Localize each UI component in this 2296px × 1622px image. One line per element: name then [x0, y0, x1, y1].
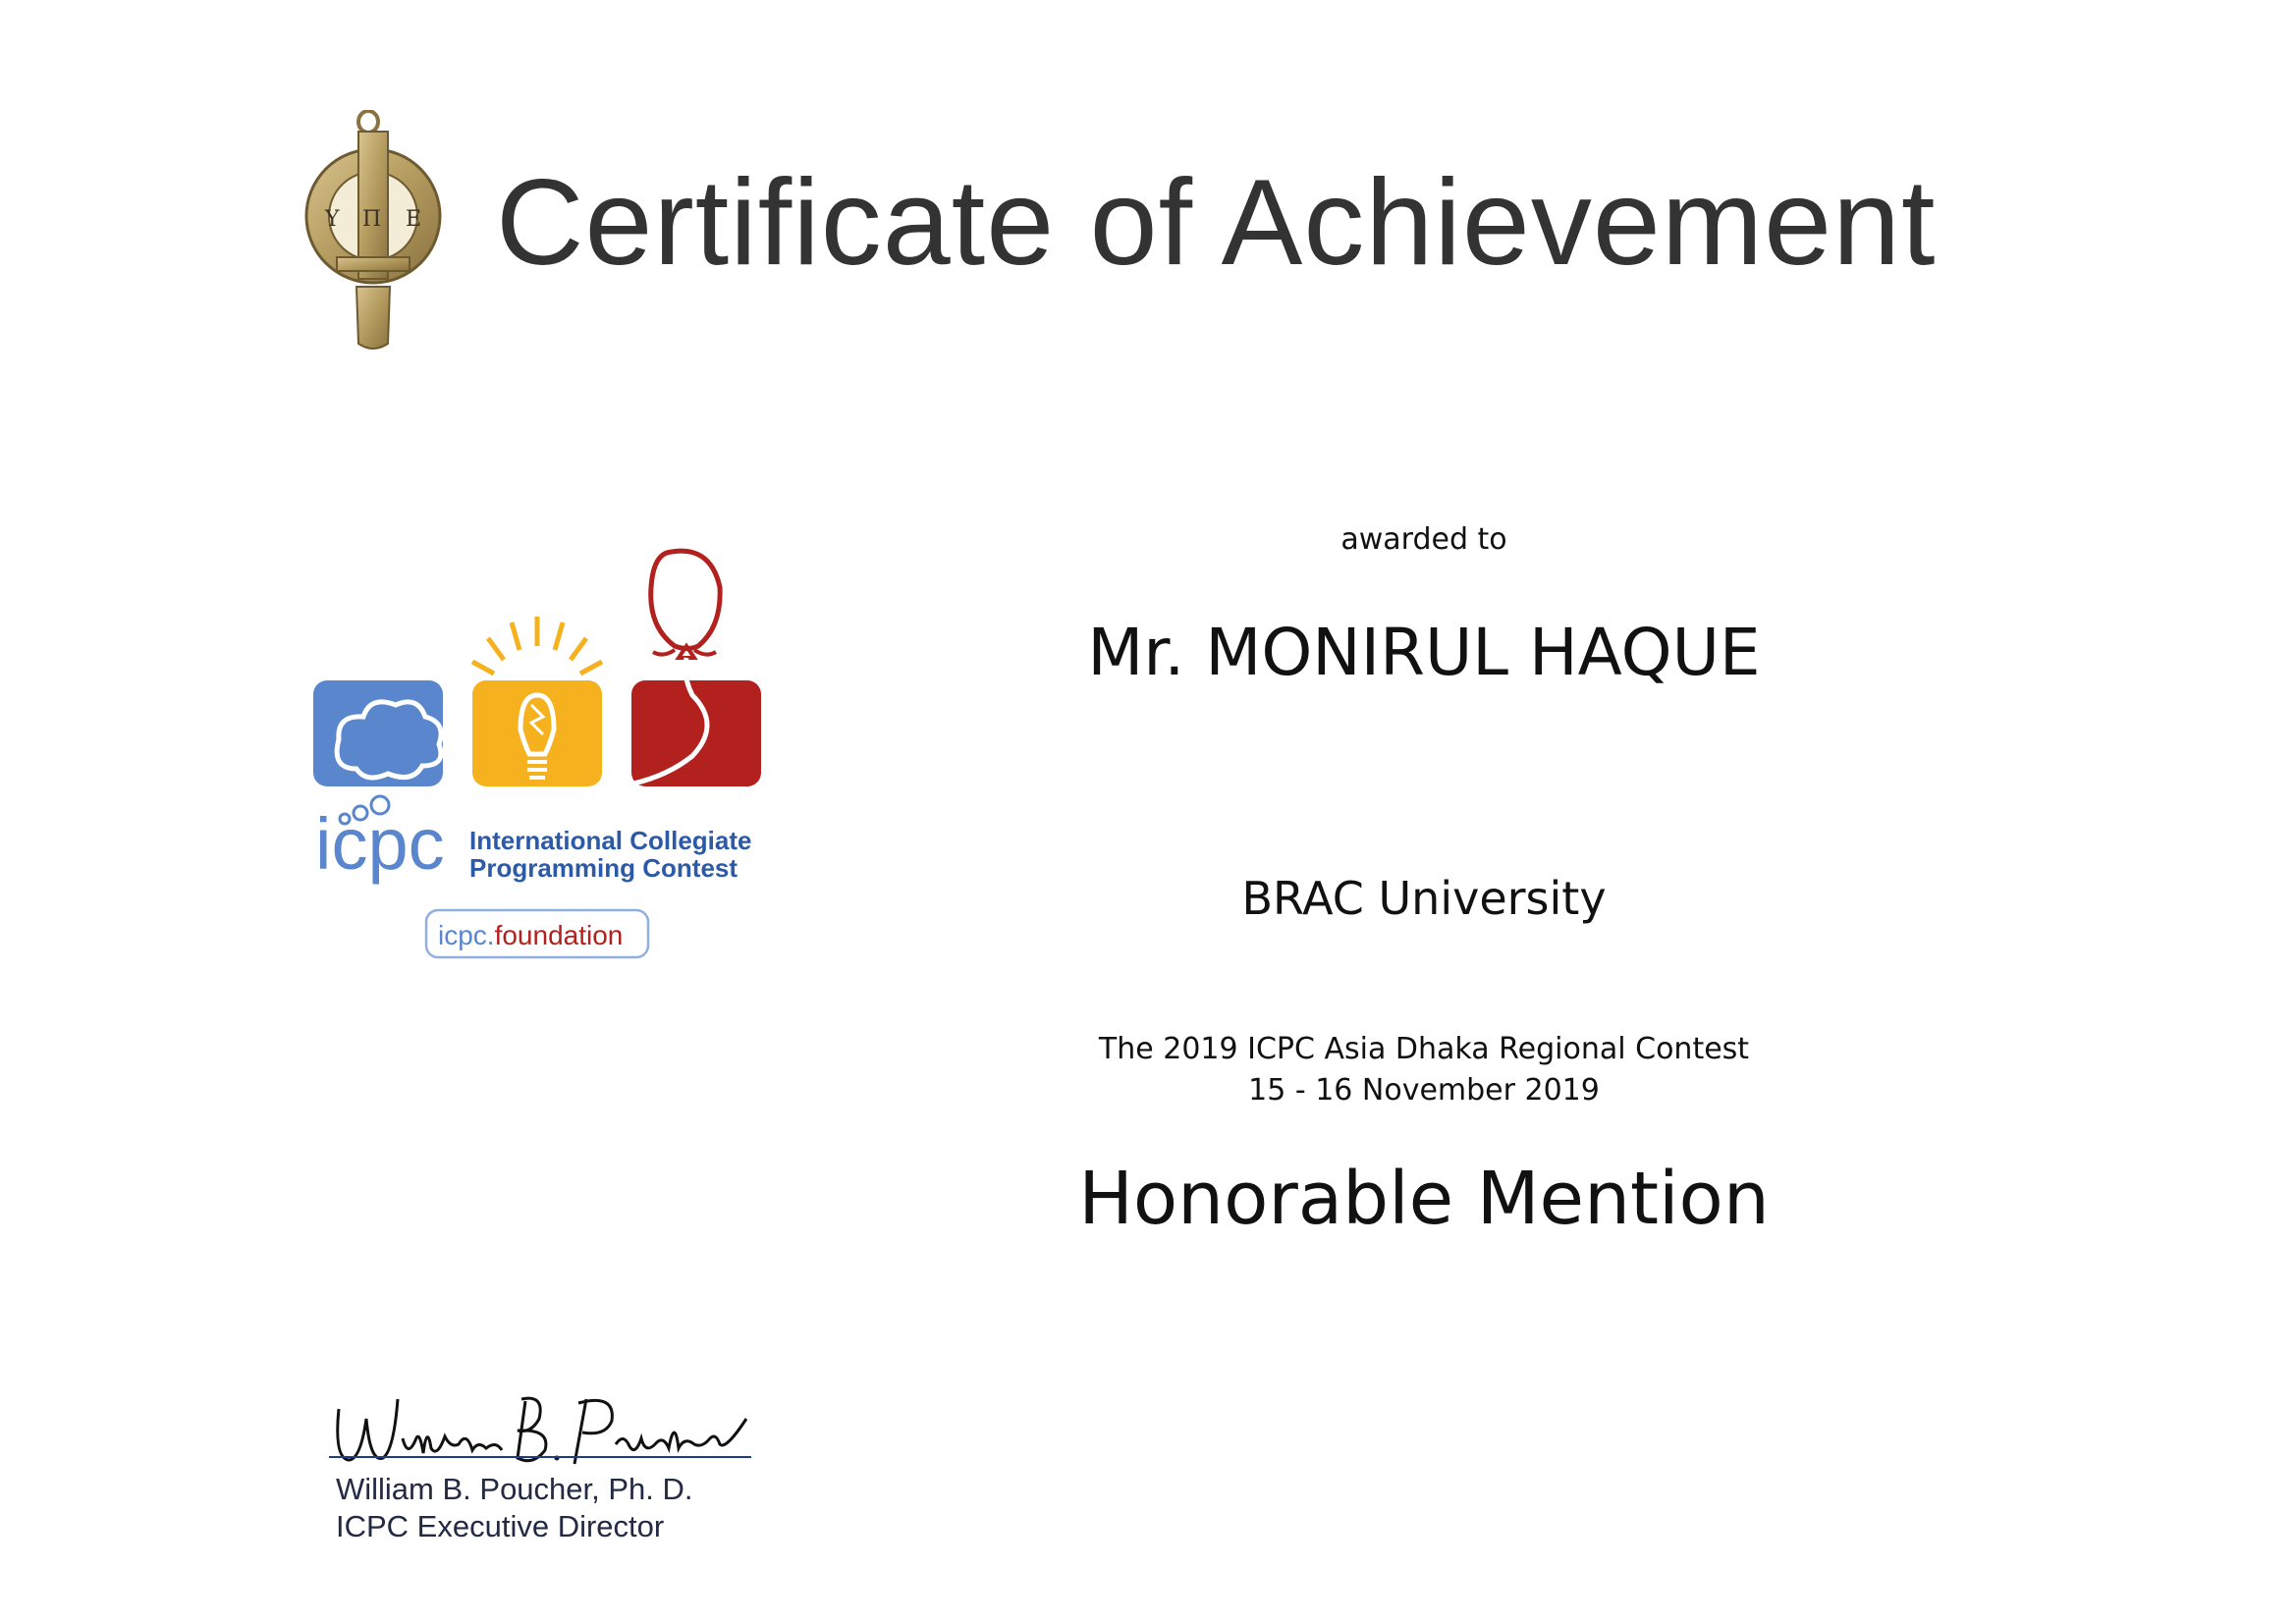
signatory-name: William B. Poucher, Ph. D. — [336, 1472, 693, 1506]
contest-dates: 15 - 16 November 2019 — [1248, 1073, 1600, 1108]
seal-letter-pi: Π — [362, 207, 382, 232]
university-name: BRAC University — [1241, 872, 1607, 925]
foundation-part-b: foundation — [494, 920, 624, 950]
icpc-wordmark: icpc — [315, 803, 445, 885]
seal-letter-epsilon: Ε — [406, 207, 422, 232]
icpc-line2: Programming Contest — [469, 853, 738, 883]
signatory-role: ICPC Executive Director — [336, 1509, 665, 1543]
icpc-foundation-text — [438, 920, 623, 950]
contest-info — [982, 1029, 1866, 1111]
seal-letter-upsilon: Υ — [325, 207, 340, 232]
signatory-block — [336, 1471, 693, 1545]
awarded-to-label: awarded to — [1340, 522, 1507, 557]
icpc-logo — [309, 548, 771, 970]
contest-name: The 2019 ICPC Asia Dhaka Regional Contest — [1098, 1032, 1750, 1066]
icpc-line1: International Collegiate — [469, 826, 752, 855]
certificate-title: Certificate of Achievement — [496, 155, 1937, 291]
signature-line — [329, 1456, 751, 1458]
upe-seal-logo — [300, 110, 452, 355]
recipient-name: Mr. MONIRUL HAQUE — [1087, 615, 1761, 690]
award-level: Honorable Mention — [1078, 1157, 1770, 1241]
signature-image — [329, 1379, 751, 1478]
foundation-part-a: icpc. — [438, 920, 495, 950]
